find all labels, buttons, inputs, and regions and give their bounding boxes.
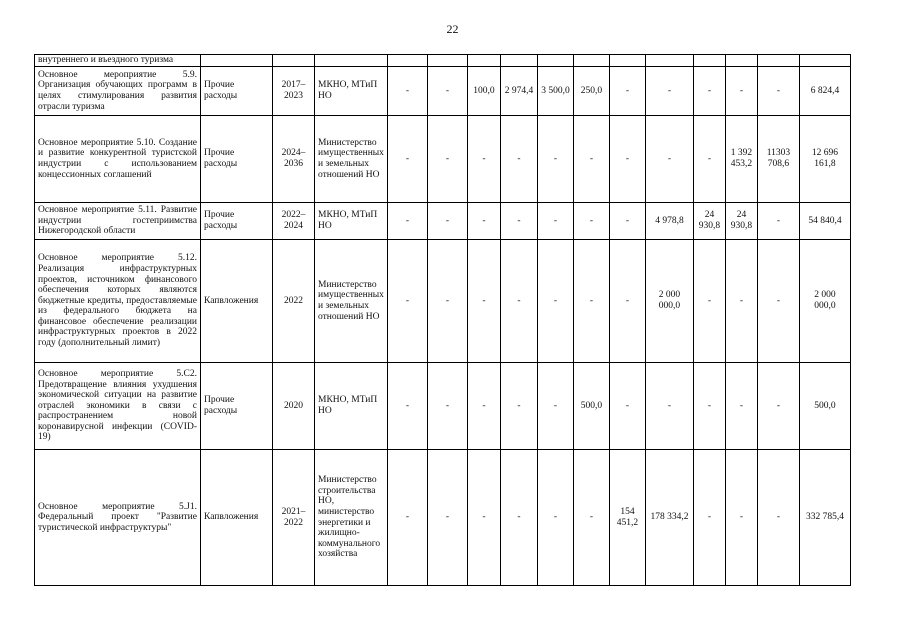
value-cell: - (427, 450, 467, 586)
value-cell: - (537, 363, 573, 450)
value-cell: 54 840,4 (799, 203, 850, 240)
value-cell: - (387, 116, 427, 203)
value-cell: - (500, 116, 537, 203)
value-cell: 12 696 161,8 (799, 116, 850, 203)
executor-cell: Министерство имущественных и земельных отношений НО (315, 116, 388, 203)
table-row (35, 67, 851, 116)
value-cell: - (609, 240, 645, 363)
value-cell: - (609, 116, 645, 203)
value-cell: 1 392 453,2 (725, 116, 757, 203)
value-cell: - (427, 203, 467, 240)
value-cell: - (645, 116, 693, 203)
table-row (35, 363, 851, 450)
value-cell: - (387, 363, 427, 450)
table-row (35, 240, 851, 363)
value-cell: - (537, 203, 573, 240)
value-cell: - (467, 240, 500, 363)
executor-cell: Министерство имущественных и земельных отношений НО (315, 240, 388, 363)
table-row (35, 116, 851, 203)
period-cell: 2021–2022 (273, 450, 315, 586)
value-cell: - (757, 67, 799, 116)
value-cell: - (693, 67, 725, 116)
value-cell: - (573, 450, 609, 586)
measure-name-cell: Основное мероприятие 5.С2. Предотвращение влияния ухудшения экономической ситуации на развитие отраслей экономики в связи с распространением новой коронавирусной инфекции (COVID-19) (35, 363, 201, 450)
value-cell: - (725, 450, 757, 586)
value-cell: - (693, 363, 725, 450)
value-cell: - (757, 450, 799, 586)
continuation-row (35, 55, 851, 67)
value-cell: - (645, 363, 693, 450)
value-cell: - (500, 203, 537, 240)
value-cell: - (609, 203, 645, 240)
period-cell: 2022–2024 (273, 203, 315, 240)
value-cell: 178 334,2 (645, 450, 693, 586)
value-cell: - (427, 240, 467, 363)
value-cell: - (609, 363, 645, 450)
funding-table (34, 54, 851, 586)
value-cell: - (427, 363, 467, 450)
executor-cell: МКНО, МТиП НО (315, 67, 388, 116)
value-cell: - (537, 116, 573, 203)
value-cell: 2 000 000,0 (799, 240, 850, 363)
measure-name-cell: Основное мероприятие 5.10. Создание и развитие конкурентной туристской индустрии с использованием концессионных соглашений (35, 116, 201, 203)
executor-cell: МКНО, МТиП НО (315, 203, 388, 240)
funding-source-cell: Капвложения (201, 450, 273, 586)
continuation-text: внутреннего и въездного туризма (35, 55, 201, 67)
value-cell: - (427, 116, 467, 203)
funding-source-cell: Прочие расходы (201, 67, 273, 116)
value-cell: - (725, 240, 757, 363)
value-cell: - (500, 240, 537, 363)
measure-name-cell: Основное мероприятие 5.J1. Федеральный проект "Развитие туристической инфраструктуры" (35, 450, 201, 586)
value-cell: 2 000 000,0 (645, 240, 693, 363)
value-cell: - (725, 363, 757, 450)
value-cell: 250,0 (573, 67, 609, 116)
value-cell: - (387, 450, 427, 586)
value-cell: - (645, 67, 693, 116)
value-cell: 2 974,4 (500, 67, 537, 116)
value-cell: - (387, 240, 427, 363)
value-cell: - (500, 450, 537, 586)
funding-source-cell: Прочие расходы (201, 116, 273, 203)
period-cell: 2022 (273, 240, 315, 363)
value-cell: - (693, 240, 725, 363)
value-cell: - (387, 67, 427, 116)
funding-source-cell: Прочие расходы (201, 363, 273, 450)
page-number: 22 (446, 22, 459, 36)
value-cell: - (467, 450, 500, 586)
value-cell: - (725, 67, 757, 116)
value-cell: - (537, 450, 573, 586)
period-cell: 2017–2023 (273, 67, 315, 116)
table-row (35, 450, 851, 586)
value-cell: - (467, 116, 500, 203)
measure-name-cell: Основное мероприятие 5.12. Реализация инфраструктурных проектов, источником финансового обеспечения которых являются бюджетные кредиты, предоставляемые из федерального бюджета на финансовое обеспечение реализации инфраструктурных проектов в 2022 году (дополнительный лимит) (35, 240, 201, 363)
value-cell: - (387, 203, 427, 240)
measure-name-cell: Основное мероприятие 5.9. Организация обучающих программ в целях стимулирования развития отрасли туризма (35, 67, 201, 116)
executor-cell: Министерство строительства НО, министерство энергетики и жилищно-коммунального хозяйства (315, 450, 388, 586)
value-cell: 24 930,8 (725, 203, 757, 240)
value-cell: 11303 708,6 (757, 116, 799, 203)
table-row (35, 203, 851, 240)
value-cell: 100,0 (467, 67, 500, 116)
value-cell: 6 824,4 (799, 67, 850, 116)
value-cell: - (609, 67, 645, 116)
value-cell: 3 500,0 (537, 67, 573, 116)
funding-source-cell: Прочие расходы (201, 203, 273, 240)
value-cell: - (500, 363, 537, 450)
value-cell: - (757, 240, 799, 363)
value-cell: 332 785,4 (799, 450, 850, 586)
executor-cell: МКНО, МТиП НО (315, 363, 388, 450)
value-cell: - (573, 116, 609, 203)
value-cell: - (573, 240, 609, 363)
value-cell: 154 451,2 (609, 450, 645, 586)
value-cell: - (467, 363, 500, 450)
value-cell: - (427, 67, 467, 116)
measure-name-cell: Основное мероприятие 5.11. Развитие индустрии гостеприимства Нижегородской области (35, 203, 201, 240)
value-cell: - (757, 363, 799, 450)
funding-source-cell: Капвложения (201, 240, 273, 363)
value-cell: - (467, 203, 500, 240)
value-cell: - (757, 203, 799, 240)
value-cell: 24 930,8 (693, 203, 725, 240)
value-cell: 500,0 (573, 363, 609, 450)
value-cell: - (537, 240, 573, 363)
value-cell: - (693, 116, 725, 203)
value-cell: - (573, 203, 609, 240)
period-cell: 2024–2036 (273, 116, 315, 203)
value-cell: 500,0 (799, 363, 850, 450)
value-cell: - (693, 450, 725, 586)
period-cell: 2020 (273, 363, 315, 450)
value-cell: 4 978,8 (645, 203, 693, 240)
